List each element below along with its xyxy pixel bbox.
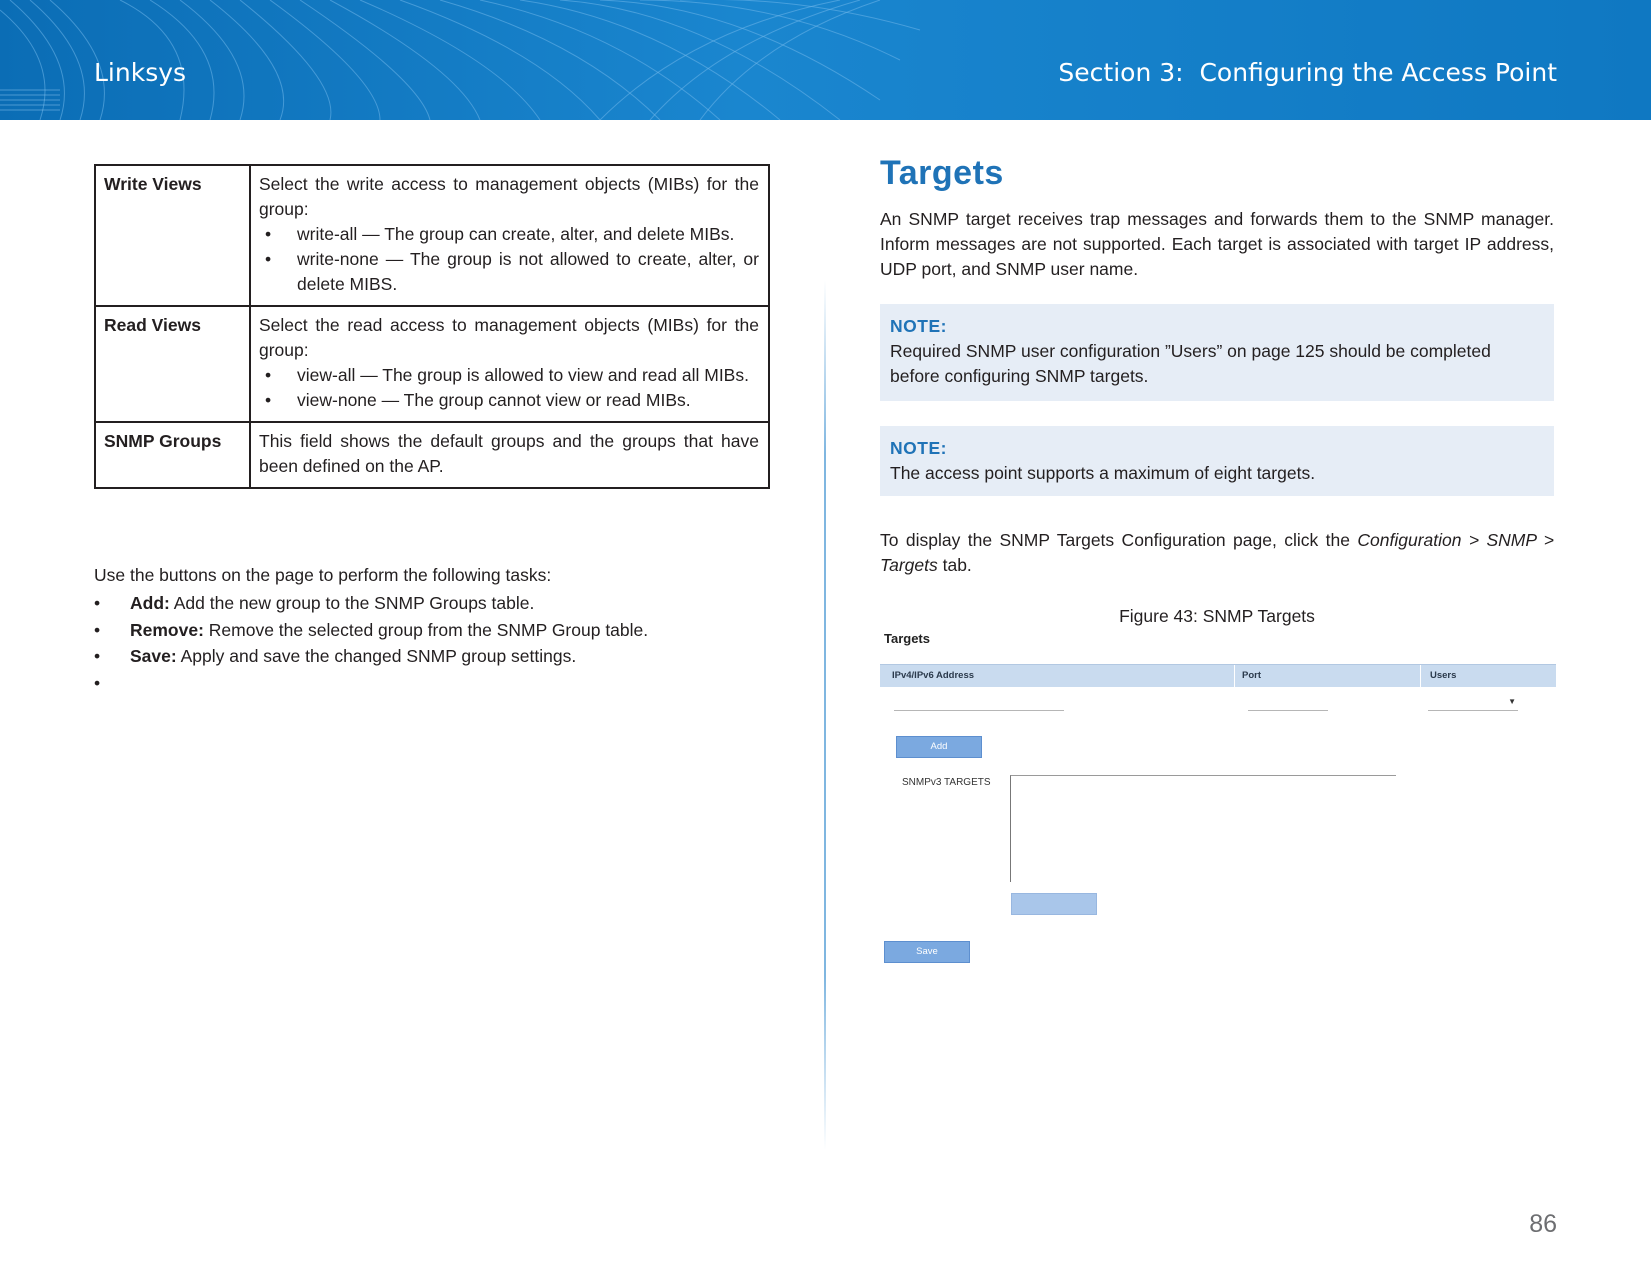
figure-title: Targets [884, 631, 930, 646]
desc-text: Select the write access to management objects (MIBs) for the group: [259, 174, 759, 219]
bullet-item: • view-all — The group is allowed to view and read all MIBs. [259, 363, 759, 388]
desc-text: This field shows the default groups and the groups that have been defined on the AP. [259, 431, 759, 476]
targets-list-label: SNMPv3 TARGETS [902, 777, 991, 788]
term-read-views: Read Views [95, 306, 250, 422]
column-users: Users [1430, 670, 1457, 681]
note-label: NOTE: [890, 438, 947, 458]
desc-read-views [250, 306, 769, 422]
bullet-item: • write-none — The group is not allowed to create, alter, or delete MIBS. [259, 247, 759, 297]
bullet-item: • view-none — The group cannot view or read MIBs. [259, 388, 759, 413]
term-write-views: Write Views [95, 165, 250, 306]
term-snmp-groups: SNMP Groups [95, 422, 250, 488]
note-text: The access point supports a maximum of eight targets. [890, 463, 1316, 483]
task-label: Add: [130, 593, 170, 613]
port-input[interactable] [1248, 694, 1328, 711]
section-title: Section 3: Configuring the Access Point [1058, 58, 1557, 87]
desc-write-views [250, 165, 769, 306]
note-label: NOTE: [890, 316, 947, 336]
save-button[interactable]: Save [884, 941, 970, 963]
brand-name: Linksys [94, 58, 187, 87]
column-separator [1420, 665, 1421, 687]
table-row [95, 422, 769, 488]
figure-caption: Figure 43: SNMP Targets [1119, 606, 1315, 626]
parameter-table [94, 164, 770, 489]
targets-list[interactable] [1010, 775, 1396, 882]
task-save [94, 643, 648, 670]
remove-button[interactable] [1011, 893, 1097, 915]
column-divider [824, 280, 826, 1150]
task-remove [94, 617, 648, 644]
chevron-down-icon: ▼ [1508, 697, 1516, 706]
snmp-targets-screenshot [880, 628, 1556, 984]
targets-description: An SNMP target receives trap messages and forwards them to the SNMP manager. Inform messages are not supported. Each target is associated with target IP address, UDP port, and SNMP user name. [880, 209, 1554, 279]
note-box [880, 304, 1554, 401]
task-label: Save: [130, 646, 177, 666]
section-heading: Targets [880, 154, 1004, 192]
task-add [94, 590, 648, 617]
menu-path: Configuration > SNMP > Targets [880, 530, 1554, 575]
note-box [880, 426, 1554, 496]
column-port: Port [1242, 670, 1261, 681]
users-select[interactable] [1428, 694, 1518, 711]
table-row [95, 306, 769, 422]
task-text: Add the new group to the SNMP Groups table. [169, 593, 535, 613]
tasks-list [94, 590, 648, 696]
page-number: 86 [1529, 1210, 1557, 1238]
tasks-intro: Use the buttons on the page to perform the following tasks: [94, 565, 552, 585]
task-text: Remove the selected group from the SNMP Group table. [203, 619, 649, 640]
header-banner [0, 0, 1651, 120]
bullet-item: • write-all — The group can create, alter, and delete MIBs. [259, 222, 759, 247]
figure-header-row [880, 664, 1556, 687]
task-text: Apply and save the changed SNMP group settings. [176, 646, 577, 666]
task-label: Remove: [130, 619, 204, 640]
note-text: Required SNMP user configuration ”Users” on page 125 should be completed before configuring SNMP targets. [890, 341, 1491, 386]
desc-text: Select the read access to management objects (MIBs) for the group: [259, 315, 759, 360]
column-separator [1234, 665, 1235, 687]
task-empty [94, 670, 648, 697]
column-address: IPv4/IPv6 Address [892, 670, 975, 681]
add-button[interactable]: Add [896, 736, 982, 758]
instruction-text: To display the SNMP Targets Configuration page, click the [880, 530, 1358, 550]
navigation-instructions [880, 528, 1554, 578]
instruction-text: tab. [937, 555, 972, 575]
ip-address-input[interactable] [894, 694, 1064, 711]
desc-snmp-groups [250, 422, 769, 488]
table-row [95, 165, 769, 306]
